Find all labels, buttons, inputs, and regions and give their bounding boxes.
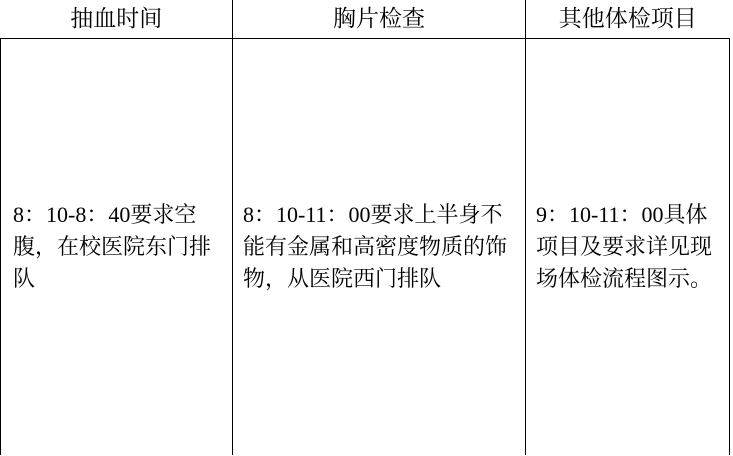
table-row (1, 39, 730, 456)
cell-other-items-text: 9：10-11：00具体项目及要求详见现场体检流程图示。 (536, 202, 713, 291)
cell-blood-draw-time (1, 39, 233, 456)
table-header-row (1, 0, 730, 39)
column-header-chest-xray: 胸片检查 (233, 0, 526, 39)
column-header-other-items: 其他体检项目 (526, 0, 730, 39)
cell-chest-xray (233, 39, 526, 456)
cell-chest-xray-text: 8：10-11：00要求上半身不能有金属和高密度物质的饰物，从医院西门排队 (243, 202, 508, 291)
cell-other-items (526, 39, 730, 456)
column-header-blood-draw-time: 抽血时间 (1, 0, 233, 39)
table-header (1, 0, 730, 39)
table-body (1, 39, 730, 456)
cell-blood-draw-time-text: 8：10-8：40要求空腹，在校医院东门排队 (13, 202, 212, 291)
